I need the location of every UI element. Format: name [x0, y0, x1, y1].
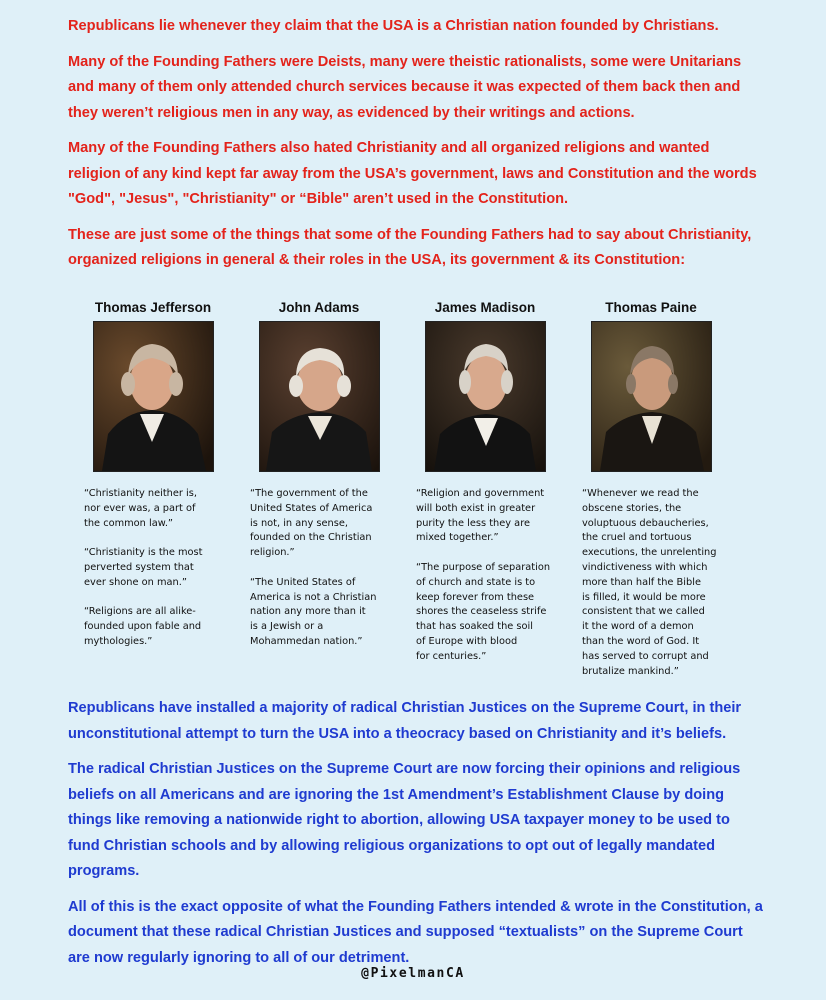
quote: “Religions are all alike- founded upon fable and mythologies.”: [84, 606, 202, 647]
outro-section: [68, 696, 763, 981]
founder-name: John Adams: [278, 300, 360, 315]
adams-portrait: [259, 321, 380, 472]
founder-name: James Madison: [434, 300, 536, 315]
quote: “The United States of America is not a Christian nation any more than it is a Jewish or a Mohammedan nation.”: [250, 576, 377, 647]
quote: “The purpose of separation of church and state is to keep forever from these shores the ceaseless strife that has soaked the soil of Europe with blood for centuries.”: [416, 561, 551, 662]
founder-name: Thomas Jefferson: [94, 300, 212, 315]
founder-jefferson: [73, 298, 233, 665]
founder-adams: [239, 298, 399, 665]
quote: “Christianity neither is, nor ever was, a part of the common law.”: [84, 488, 197, 529]
intro-paragraph-1: Republicans lie whenever they claim that the USA is a Christian nation founded by Christians.: [68, 18, 719, 34]
quote: “Christianity is the most perverted system that ever shone on man.”: [84, 547, 203, 588]
outro-paragraph-1: Republicans have installed a majority of radical Christian Justices on the Supreme Court, in their unconstitutional attempt to turn the USA into a theocracy based on Christianity and it’s beliefs.: [68, 700, 742, 742]
founder-quotes: [239, 487, 390, 650]
founder-quotes: [73, 487, 224, 650]
quote: “The government of the United States of America is not, in any sense, founded on the Christian religion.”: [250, 488, 373, 559]
quote: “Whenever we read the obscene stories, the voluptuous debaucheries, the cruel and tortuous executions, the unrelenting vindictiveness with which more than half the Bible is filled, it would be more consistent that we called it the word of a demon than the word of God. It has served to corrupt and brutalize mankind.”: [582, 488, 717, 677]
paine-portrait: [591, 321, 712, 472]
intro-paragraph-2: Many of the Founding Fathers were Deists, many were theistic rationalists, some were Unitarians and many of them only attended church services because it was expected of them back then and they weren’t religious men in any way, as evidenced by their writings and actions.: [68, 53, 742, 121]
jefferson-portrait: [93, 321, 214, 472]
founder-quotes: [405, 487, 556, 665]
founder-madison: [405, 298, 565, 679]
outro-paragraph-3: All of this is the exact opposite of what the Founding Fathers intended & wrote in the Constitution, a document that these radical Christian Justices and supposed “textualists” on the Supreme Court are now regularly ignoring to all of our detriment.: [68, 898, 763, 966]
founder-quotes: [571, 487, 722, 679]
intro-paragraph-3: Many of the Founding Fathers also hated Christianity and all organized religions and wanted religion of any kind kept far away from the USA’s government, laws and Constitution and the words "God", "Jesus", "Christianity" or “Bible" aren’t used in the Constitution.: [68, 140, 757, 207]
founder-paine: [571, 298, 731, 694]
founder-name: Thomas Paine: [605, 300, 697, 315]
intro-paragraph-4: These are just some of the things that some of the Founding Fathers had to say about Christianity, organized religions in general & their roles in the USA, its government & its Constitution:: [68, 226, 752, 268]
intro-section: [68, 14, 763, 284]
author-handle: @PixelmanCA: [361, 966, 465, 981]
quote: “Religion and government will both exist in greater purity the less they are mixed together.”: [416, 488, 545, 544]
founders-grid: [85, 298, 745, 683]
outro-paragraph-2: The radical Christian Justices on the Supreme Court are now forcing their opinions and religious beliefs on all Americans and are ignoring the 1st Amendment’s Establishment Clause by doing things like removing a nationwide right to abortion, allowing USA taxpayer money to be used to fund Christian schools and by allowing religious organizations to opt out of legally mandated programs.: [68, 761, 741, 879]
madison-portrait: [425, 321, 546, 472]
